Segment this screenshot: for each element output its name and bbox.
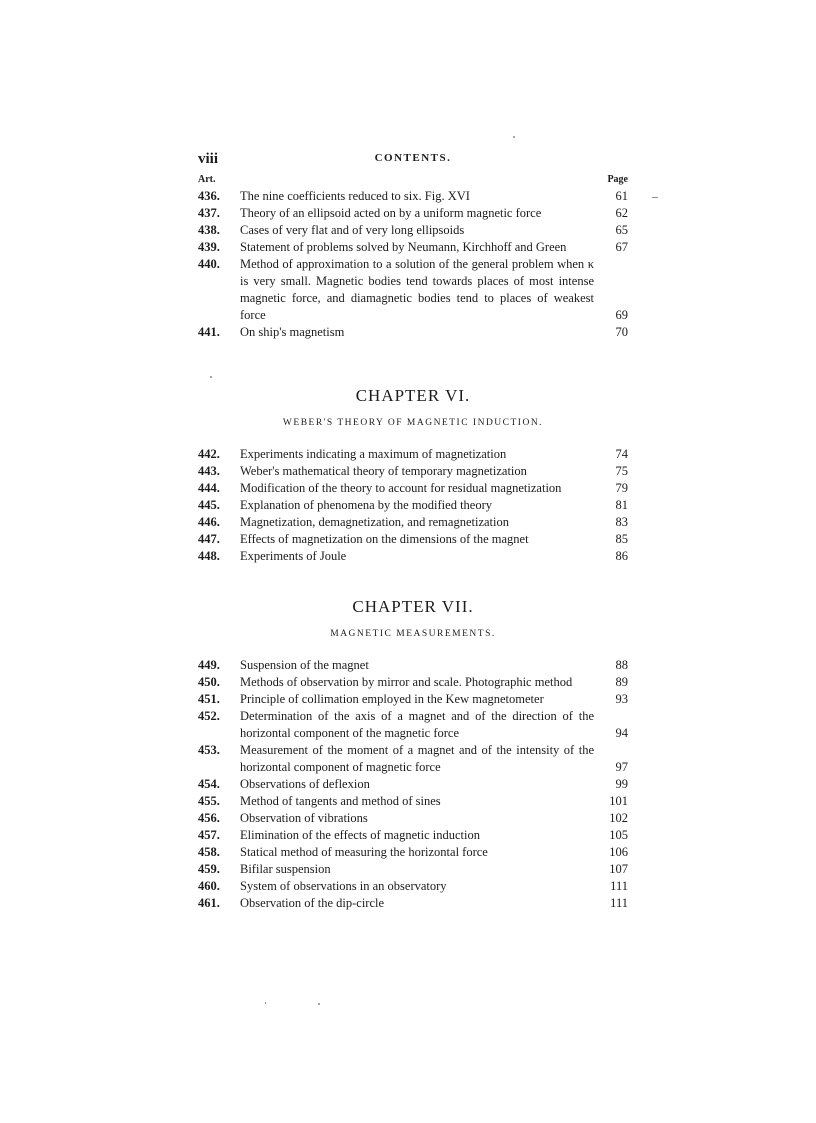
page-number: 69 — [615, 308, 628, 322]
entry-title: Statical method of measuring the horizontal force — [240, 845, 488, 859]
article-number: 442. — [198, 447, 220, 461]
article-number: 458. — [198, 845, 220, 859]
contents-chapter-6 — [198, 446, 628, 565]
contents-entry — [198, 793, 628, 810]
entry-title: Experiments indicating a maximum of magnetization — [240, 447, 507, 461]
article-number: 448. — [198, 549, 220, 563]
article-number: 439. — [198, 240, 220, 254]
page-number: 75 — [615, 464, 628, 478]
chapter-title: CHAPTER VII. — [352, 597, 474, 616]
article-number: 438. — [198, 223, 220, 237]
page-number: 102 — [609, 811, 628, 825]
article-number: 453. — [198, 743, 220, 757]
entry-title: Observation of the dip-circle — [240, 896, 385, 910]
speck — [210, 376, 212, 378]
article-number: 457. — [198, 828, 220, 842]
entry-title: The nine coefficients reduced to six. Fig. XVI — [240, 189, 470, 203]
entry-title: Weber's mathematical theory of temporary magnetization — [240, 464, 527, 478]
article-number: 443. — [198, 464, 220, 478]
entry-title: System of observations in an observatory — [240, 879, 447, 893]
page-number: 99 — [615, 777, 628, 791]
contents-section-1 — [198, 188, 628, 341]
chapter-7-heading — [198, 597, 628, 639]
contents-entry — [198, 878, 628, 895]
page-number: 107 — [609, 862, 628, 876]
page-number: 111 — [610, 896, 628, 910]
contents-entry — [198, 463, 628, 480]
entry-title: Method of tangents and method of sines — [240, 794, 441, 808]
page-number: 97 — [615, 760, 628, 774]
contents-chapter-7 — [198, 657, 628, 912]
folio: viii — [198, 151, 219, 167]
contents-entry — [198, 742, 628, 776]
speck — [513, 136, 515, 138]
article-number: 450. — [198, 675, 220, 689]
page-number: 85 — [615, 532, 628, 546]
article-number: 436. — [198, 189, 220, 203]
entry-title: On ship's magnetism — [240, 325, 345, 339]
contents-entry — [198, 861, 628, 878]
contents-entry — [198, 239, 628, 256]
entry-title: Observations of deflexion — [240, 777, 370, 791]
entry-title: Elimination of the effects of magnetic induction — [240, 828, 480, 842]
article-number: 459. — [198, 862, 220, 876]
chapter-subtitle: WEBER'S THEORY OF MAGNETIC INDUCTION. — [282, 418, 544, 428]
article-number: 451. — [198, 692, 220, 706]
contents-entry — [198, 674, 628, 691]
entry-title: Observation of vibrations — [240, 811, 368, 825]
page-number: 81 — [615, 498, 628, 512]
page-number: 93 — [615, 692, 628, 706]
page-number: 74 — [615, 447, 628, 461]
speck — [318, 1003, 320, 1005]
article-number: 456. — [198, 811, 220, 825]
contents-entry — [198, 497, 628, 514]
article-number: 454. — [198, 777, 220, 791]
entry-title: Effects of magnetization on the dimensions of the magnet — [240, 532, 529, 546]
page-number: 94 — [615, 726, 628, 740]
article-number: 460. — [198, 879, 220, 893]
contents-entry — [198, 256, 628, 324]
running-head: CONTENTS. — [374, 152, 452, 164]
entry-title: Magnetization, demagnetization, and remagnetization — [240, 515, 509, 529]
page-number: 62 — [615, 206, 628, 220]
article-number: 446. — [198, 515, 220, 529]
contents-entry — [198, 810, 628, 827]
contents-entry — [198, 844, 628, 861]
contents-entry — [198, 657, 628, 674]
art-column-label: Art. — [198, 174, 216, 185]
entry-title: Statement of problems solved by Neumann, Kirchhoff and Green — [240, 240, 567, 254]
article-number: 437. — [198, 206, 220, 220]
entry-title: Methods of observation by mirror and scale. Photographic method — [240, 675, 573, 689]
article-number: 447. — [198, 532, 220, 546]
entry-title: Explanation of phenomena by the modified theory — [240, 498, 493, 512]
page-number: 86 — [615, 549, 628, 563]
page-number: 88 — [615, 658, 628, 672]
article-number: 452. — [198, 709, 220, 723]
contents-entry — [198, 222, 628, 239]
entry-title: Modification of the theory to account for residual magnetization — [240, 481, 562, 495]
contents-entry — [198, 895, 628, 912]
page-number: 61 — [615, 189, 628, 203]
article-number: 461. — [198, 896, 220, 910]
chapter-title: CHAPTER VI. — [355, 386, 471, 405]
contents-entry — [198, 514, 628, 531]
page-number: 111 — [610, 879, 628, 893]
chapter-6-heading — [198, 386, 628, 428]
entry-title: Determination of the axis of a magnet and of the direction of the horizontal component of the magnetic force — [240, 709, 594, 740]
entry-title: Experiments of Joule — [240, 549, 347, 563]
page-number: 106 — [609, 845, 628, 859]
entry-title: Theory of an ellipsoid acted on by a uniform magnetic force — [240, 206, 542, 220]
contents-entry — [198, 708, 628, 742]
article-number: 449. — [198, 658, 220, 672]
entry-title: Cases of very flat and of very long ellipsoids — [240, 223, 465, 237]
chapter-subtitle: MAGNETIC MEASUREMENTS. — [330, 629, 496, 639]
entry-title: Principle of collimation employed in the Kew magnetometer — [240, 692, 544, 706]
contents-entry — [198, 205, 628, 222]
page-number: 70 — [615, 325, 628, 339]
contents-entry — [198, 531, 628, 548]
contents-entry — [198, 548, 628, 565]
page-number: 101 — [609, 794, 628, 808]
article-number: 455. — [198, 794, 220, 808]
article-number: 444. — [198, 481, 220, 495]
contents-entry — [198, 776, 628, 793]
contents-entry — [198, 480, 628, 497]
page-number: 67 — [615, 240, 628, 254]
contents-entry — [198, 188, 628, 205]
entry-title: Suspension of the magnet — [240, 658, 369, 672]
entry-title: Bifilar suspension — [240, 862, 331, 876]
contents-entry — [198, 446, 628, 463]
page-number: 105 — [609, 828, 628, 842]
contents-entry — [198, 691, 628, 708]
page-number: 83 — [615, 515, 628, 529]
article-number: 440. — [198, 257, 220, 271]
contents-entry — [198, 827, 628, 844]
page-number: 65 — [615, 223, 628, 237]
entry-title: Method of approximation to a solution of the general problem when κ is very small. Magnetic bodies tend towards places of most intense magnetic force, and diamagnetic bodies tend to places of weakest force — [240, 257, 594, 322]
contents-entry — [198, 324, 628, 341]
page-number: 79 — [615, 481, 628, 495]
entry-title: Measurement of the moment of a magnet and of the intensity of the horizontal component of magnetic force — [240, 743, 594, 774]
article-number: 445. — [198, 498, 220, 512]
page-column-label: Page — [607, 174, 628, 185]
article-number: 441. — [198, 325, 220, 339]
page-header — [198, 151, 628, 169]
speck — [265, 1002, 266, 1004]
page-number: 89 — [615, 675, 628, 689]
speck — [652, 197, 658, 198]
